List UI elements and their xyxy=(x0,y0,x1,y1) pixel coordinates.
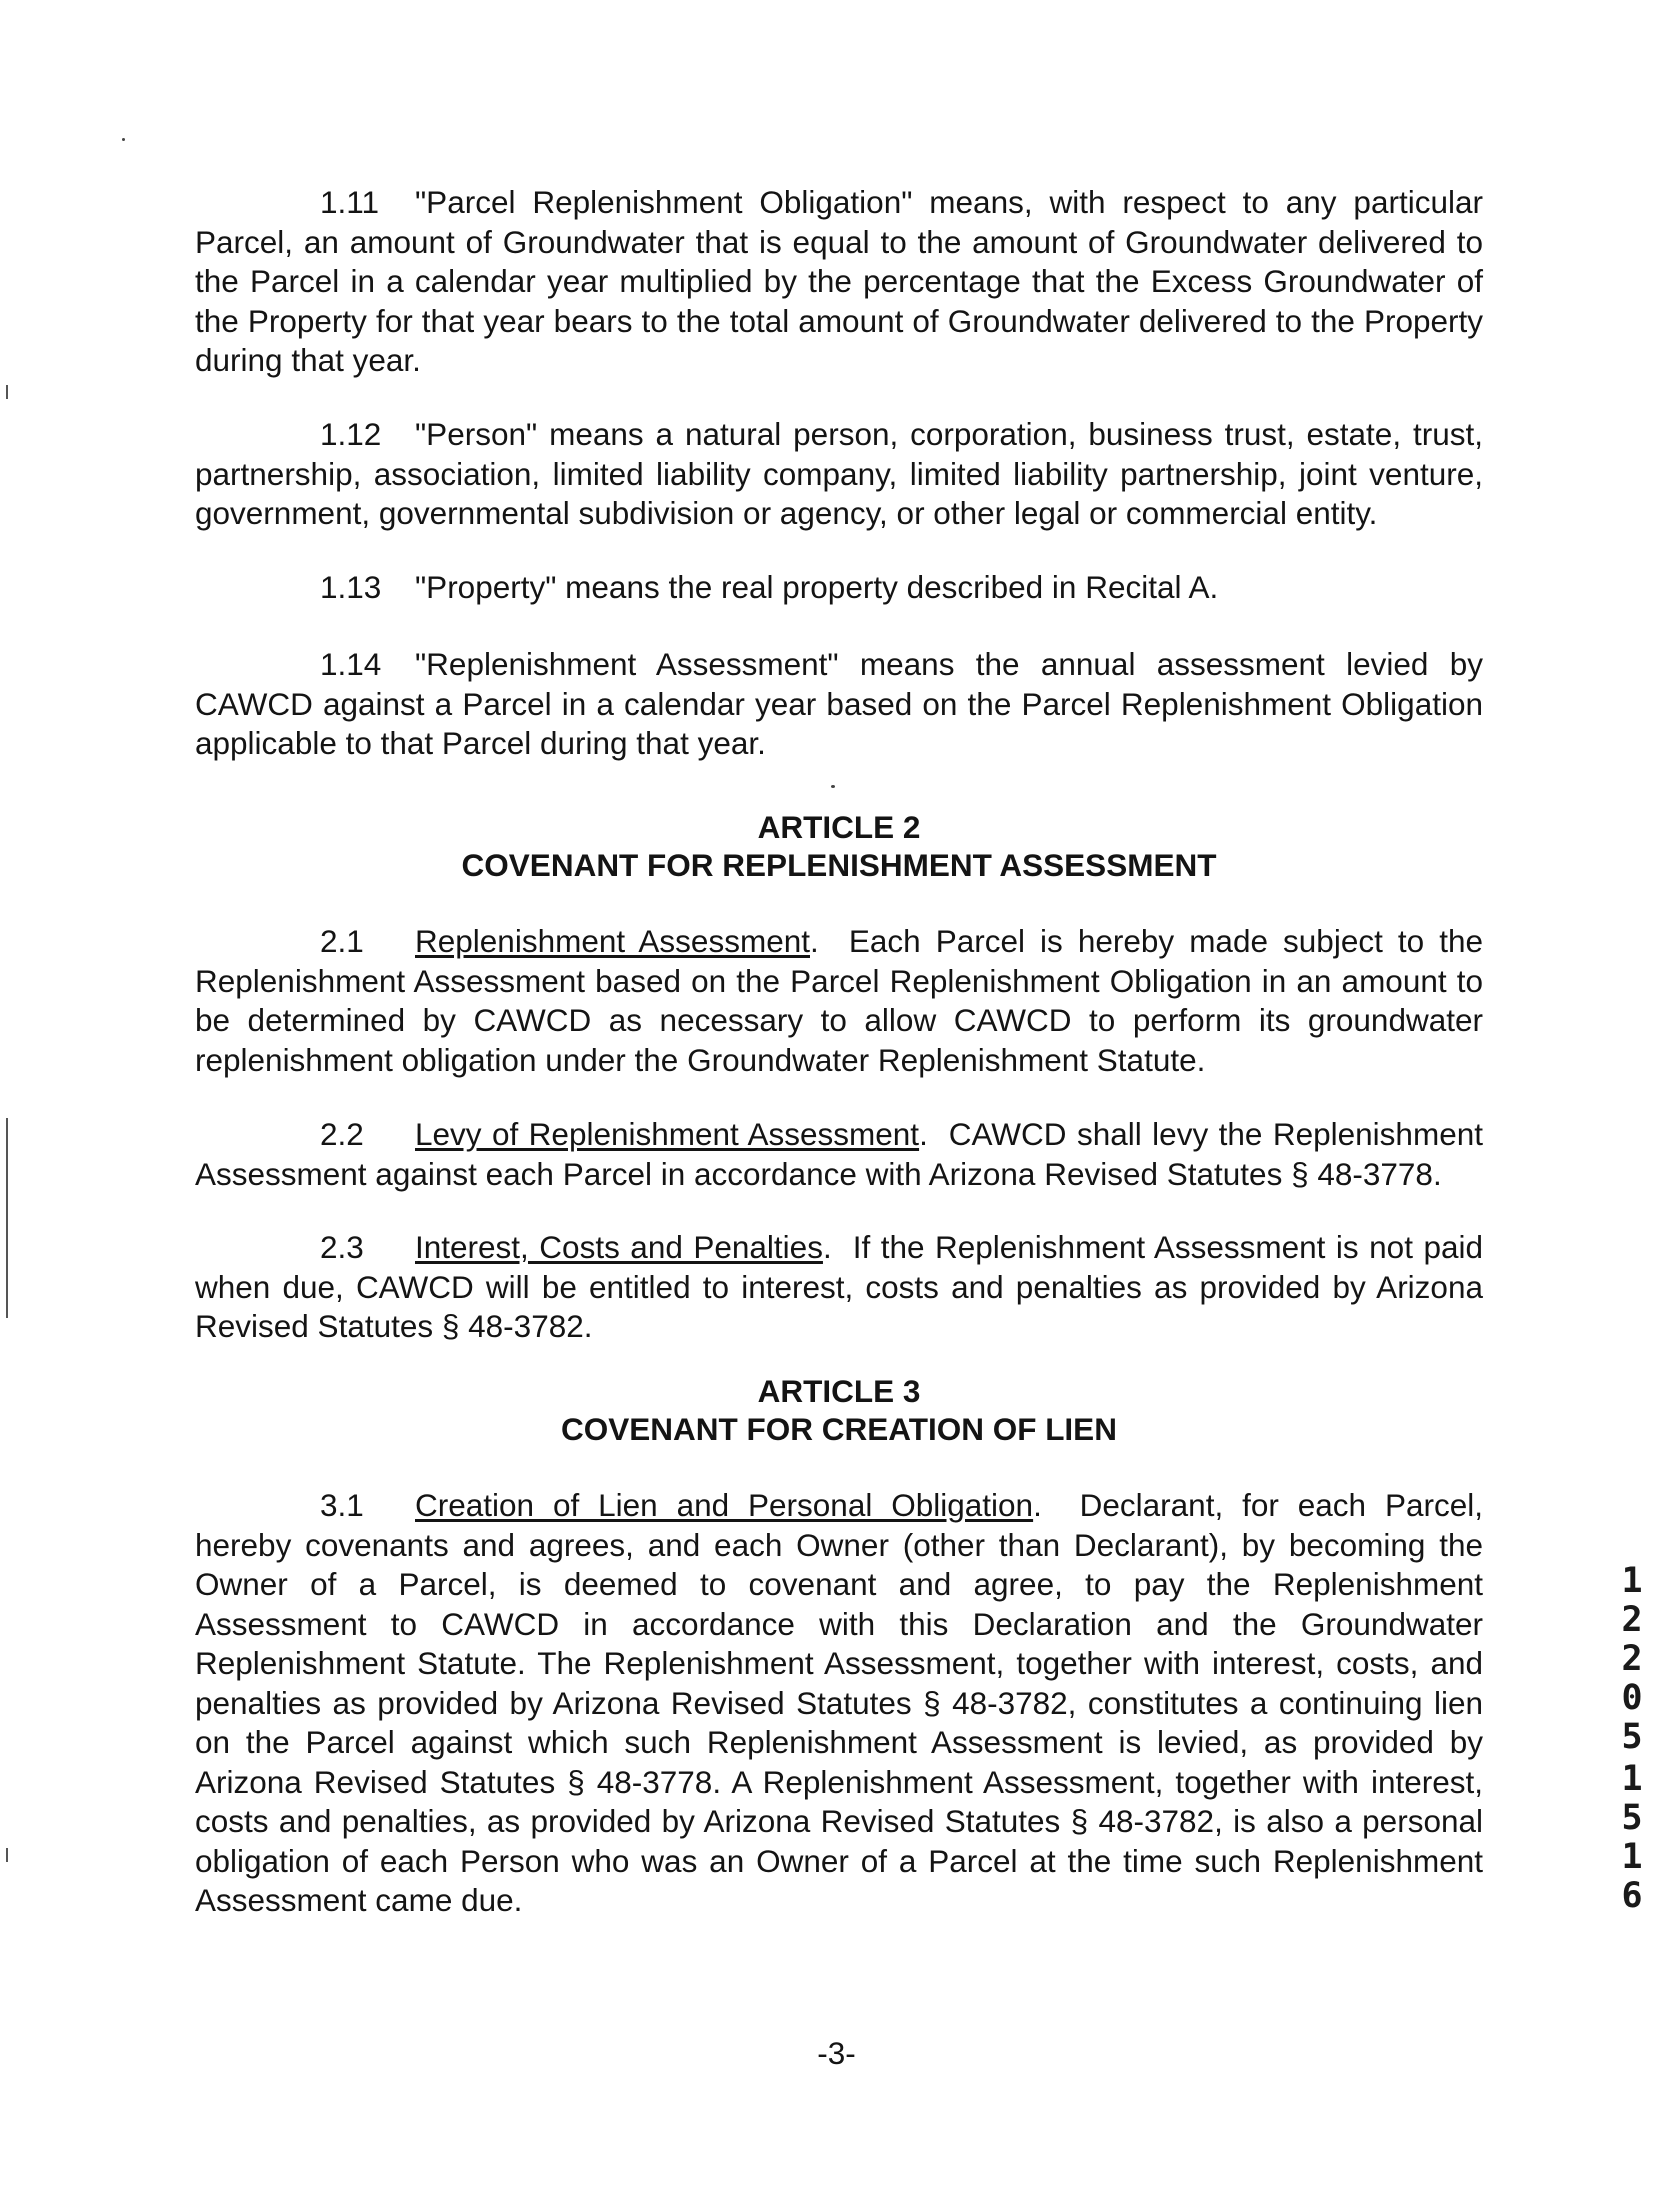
section-number: 3.1 xyxy=(320,1487,364,1523)
stamp-digit: 2 xyxy=(1621,1639,1643,1679)
section-1-14 xyxy=(195,645,1483,764)
article-title: COVENANT FOR REPLENISHMENT ASSESSMENT xyxy=(461,847,1217,883)
stamp-digit: 5 xyxy=(1621,1717,1643,1757)
stamp-digit: 0 xyxy=(1621,1678,1643,1718)
section-2-2: 2.2 Levy of Replenishment Assessment. CAWCD shall levy the Replenishment Assessment against each Parcel in accordance with Arizona Revised Statutes § 48-3778. xyxy=(195,1116,1483,1192)
section-2-1: 2.1 Replenishment Assessment. Each Parcel is hereby made subject to the Replenishment Assessment based on the Parcel Replenishment Obligation in an amount to be determined by CAWCD as necessary to allow CAWCD to perform its groundwater replenishment obligation under the Groundwater Replenishment Statute. xyxy=(195,923,1483,1078)
scan-speck xyxy=(831,785,835,788)
stamp-digit: 6 xyxy=(1621,1876,1643,1916)
article-title: COVENANT FOR CREATION OF LIEN xyxy=(561,1411,1117,1447)
article-label: ARTICLE 3 xyxy=(757,1373,921,1409)
section-number: 2.2 xyxy=(320,1116,364,1152)
recording-stamp-group-2 xyxy=(1617,1760,1647,1916)
article-2-heading xyxy=(195,808,1483,884)
section-text: Each Parcel is hereby made subject to the Replenishment Assessment based on the Parcel Replenishment Obligation in an amount to be determined by CAWCD as necessary to allow CAWCD to perform its groundwater replenishment obligation under the Groundwater Replenishment Statute. xyxy=(195,923,1483,1078)
section-text: Declarant, for each Parcel, hereby covenants and agrees, and each Owner (other than Declarant), by becoming the Owner of a Parcel, is deemed to covenant and agree, to pay the Replenishment Assessment to CAWCD in accordance with this Declaration and the Groundwater Replenishment Statute. The Replenishment Assessment, together with interest, costs, and penalties as provided by Arizona Revised Statutes § 48-3782, constitutes a continuing lien on the Parcel against which such Replenishment Assessment is levied, as provided by Arizona Revised Statutes § 48-3778. A Replenishment Assessment, together with interest, costs and penalties, as provided by Arizona Revised Statutes § 48-3782, is also a personal obligation of each Person who was an Owner of a Parcel at the time such Replenishment Assessment came due. xyxy=(195,1487,1483,1918)
section-text: "Parcel Replenishment Obligation" means, with respect to any particular Parcel, an amount of Groundwater that is equal to the amount of Groundwater delivered to the Parcel in a calendar year multiplied by the percentage that the Excess Groundwater of the Property for that year bears to the total amount of Groundwater delivered to the Property during that year. xyxy=(195,184,1483,378)
section-1-11 xyxy=(195,183,1483,381)
section-text: CAWCD shall levy the Replenishment Assessment against each Parcel in accordance with Arizona Revised Statutes § 48-3778. xyxy=(195,1116,1483,1192)
section-1-12 xyxy=(195,415,1483,534)
margin-scan-line xyxy=(6,1118,8,1318)
section-heading: Interest, Costs and Penalties xyxy=(415,1229,823,1265)
page-number: -3- xyxy=(817,2035,856,2071)
article-label: ARTICLE 2 xyxy=(757,809,921,845)
section-heading: Creation of Lien and Personal Obligation xyxy=(415,1487,1034,1523)
section-heading: Replenishment Assessment xyxy=(415,923,810,959)
section-text: If the Replenishment Assessment is not paid when due, CAWCD will be entitled to interest, costs and penalties as provided by Arizona Revised Statutes § 48-3782. xyxy=(195,1229,1483,1344)
stamp-digit: 1 xyxy=(1621,1759,1643,1799)
stamp-digit: 2 xyxy=(1621,1600,1643,1640)
margin-scan-line xyxy=(6,385,8,399)
section-text: "Property" means the real property described in Recital A. xyxy=(415,569,1219,605)
section-number: 1.13 xyxy=(320,569,382,605)
stamp-digit: 1 xyxy=(1621,1837,1643,1877)
stamp-digit: 1 xyxy=(1621,1561,1643,1601)
section-1-13 xyxy=(195,568,1483,608)
section-number: 2.3 xyxy=(320,1229,364,1265)
stamp-digit: 5 xyxy=(1621,1798,1643,1838)
section-3-1: 3.1 Creation of Lien and Personal Obligation. Declarant, for each Parcel, hereby covenants and agrees, and each Owner (other than Declarant), by becoming the Owner of a Parcel, is deemed to covenant and agree, to pay the Replenishment Assessment to CAWCD in accordance with this Declaration and the Groundwater Replenishment Statute. The Replenishment Assessment, together with interest, costs, and penalties as provided by Arizona Revised Statutes § 48-3782, constitutes a continuing lien on the Parcel against which such Replenishment Assessment is levied, as provided by Arizona Revised Statutes § 48-3778. A Replenishment Assessment, together with interest, costs and penalties, as provided by Arizona Revised Statutes § 48-3782, is also a personal obligation of each Person who was an Owner of a Parcel at the time such Replenishment Assessment came due. xyxy=(195,1487,1483,1918)
section-heading: Levy of Replenishment Assessment xyxy=(415,1116,920,1152)
article-3-heading xyxy=(195,1372,1483,1448)
section-number: 1.14 xyxy=(320,646,382,682)
section-number: 2.1 xyxy=(320,923,364,959)
section-number: 1.12 xyxy=(320,416,382,452)
margin-scan-line xyxy=(6,1848,8,1862)
section-2-3: 2.3 Interest, Costs and Penalties. If the Replenishment Assessment is not paid when due, CAWCD will be entitled to interest, costs and penalties as provided by Arizona Revised Statutes § 48-3782. xyxy=(195,1229,1483,1344)
section-number: 1.11 xyxy=(320,184,379,220)
recording-stamp-group-1 xyxy=(1617,1562,1647,1757)
section-text: "Person" means a natural person, corporation, business trust, estate, trust, partnership, association, limited liability company, limited liability partnership, joint venture, government, governmental subdivision or agency, or other legal or commercial entity. xyxy=(195,416,1483,531)
scan-speck xyxy=(122,138,125,141)
section-text: "Replenishment Assessment" means the annual assessment levied by CAWCD against a Parcel in a calendar year based on the Parcel Replenishment Obligation applicable to that Parcel during that year. xyxy=(195,646,1483,761)
